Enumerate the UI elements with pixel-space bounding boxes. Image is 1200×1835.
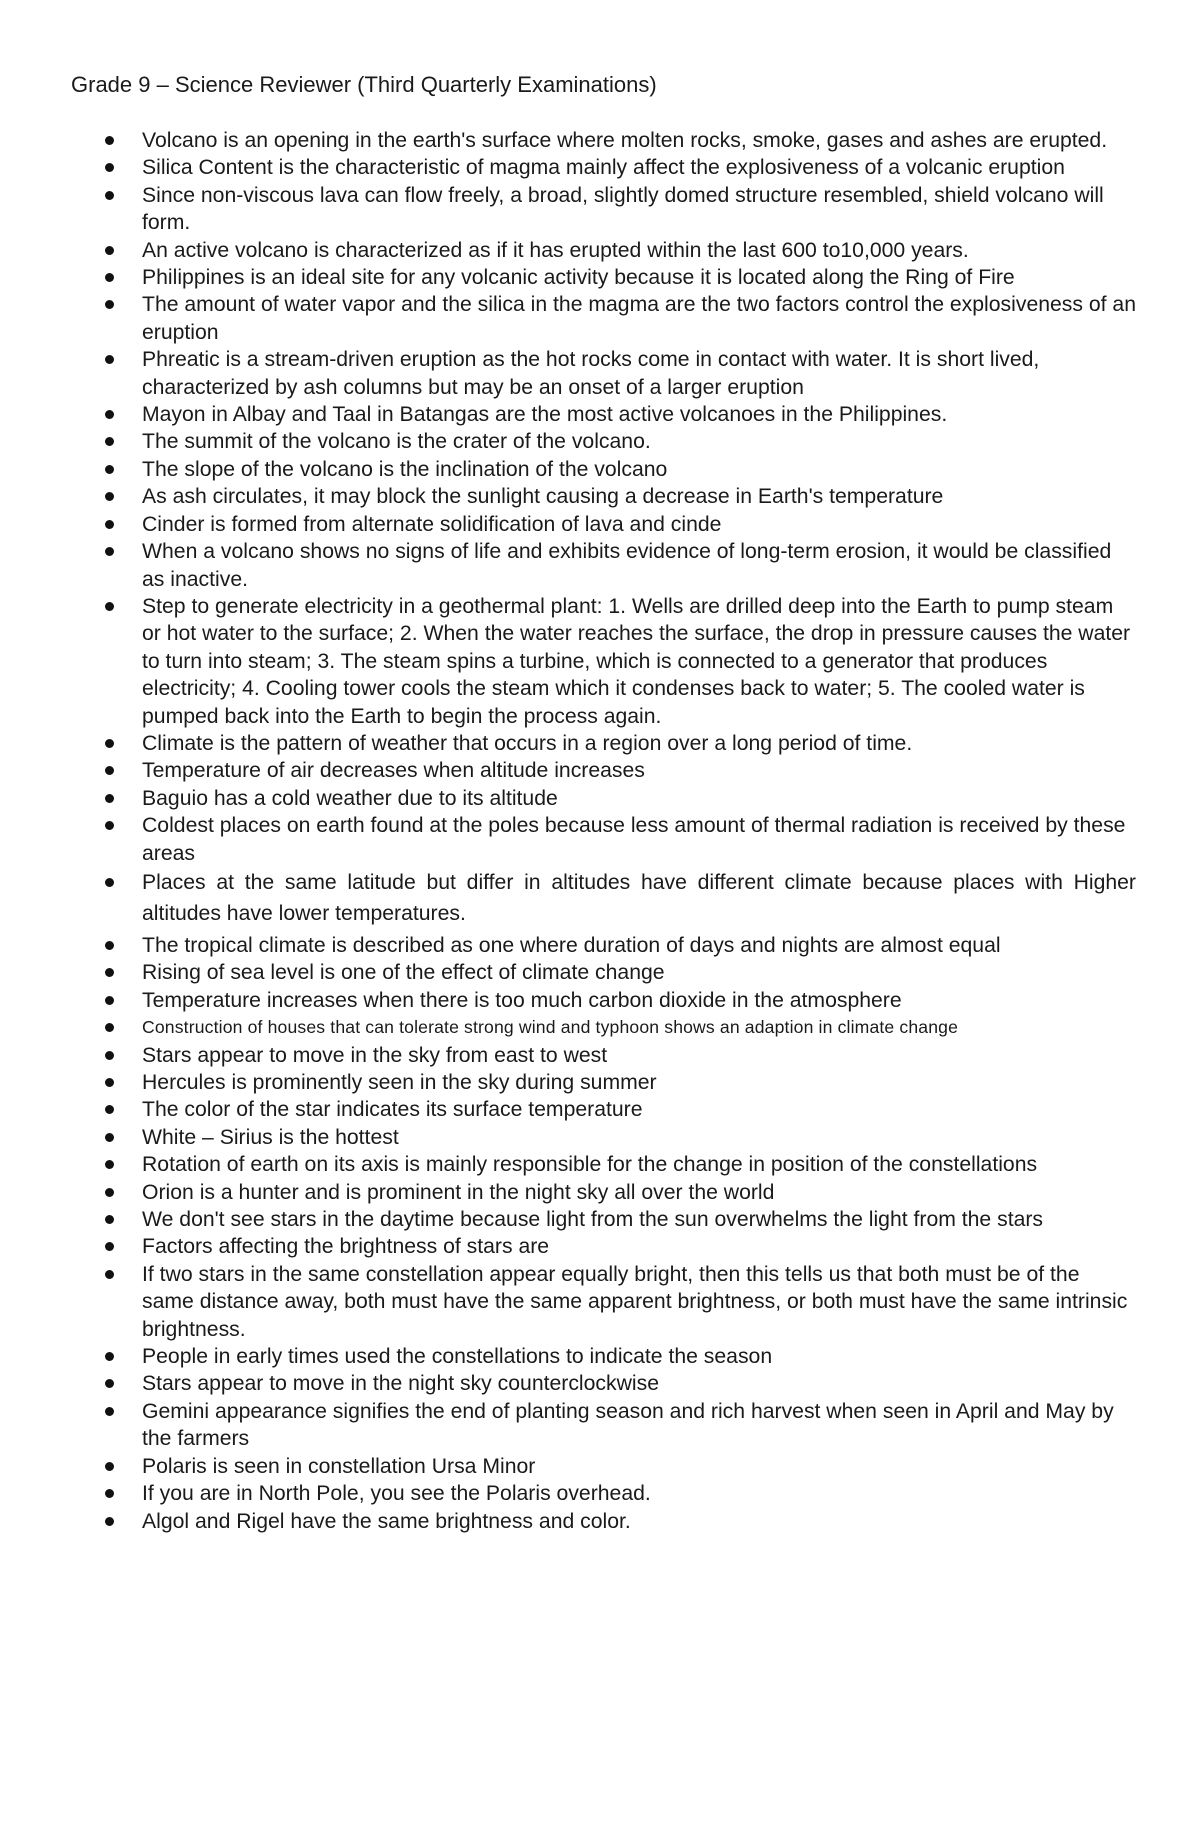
list-item — [0, 1124, 1136, 1151]
bullet-icon — [105, 821, 114, 830]
list-item — [0, 154, 1136, 181]
list-item — [0, 511, 1136, 538]
bullet-icon — [105, 136, 114, 145]
list-item-text: Polaris is seen in constellation Ursa Minor — [142, 1454, 536, 1478]
bullet-icon — [105, 996, 114, 1005]
list-item — [0, 959, 1136, 986]
bullet-icon — [105, 163, 114, 172]
list-item-text: When a volcano shows no signs of life and exhibits evidence of long-term erosion, it would be classified as inactive. — [142, 540, 1112, 591]
list-item — [0, 483, 1136, 510]
list-item-text: Rising of sea level is one of the effect of climate change — [142, 961, 665, 985]
list-item — [0, 932, 1136, 959]
bullet-icon — [105, 1462, 114, 1471]
bullet-icon — [105, 1188, 114, 1197]
list-item — [0, 812, 1136, 867]
bullet-icon — [105, 941, 114, 950]
list-item-text: Cinder is formed from alternate solidification of lava and cinde — [142, 512, 722, 536]
list-item-text: As ash circulates, it may block the sunlight causing a decrease in Earth's temperature — [142, 485, 944, 509]
bullet-icon — [105, 1051, 114, 1060]
list-item — [0, 1398, 1136, 1453]
bullet-icon — [105, 602, 114, 611]
list-item-text: White – Sirius is the hottest — [142, 1125, 399, 1149]
bullet-icon — [105, 492, 114, 501]
list-item — [0, 401, 1136, 428]
bullet-icon — [105, 766, 114, 775]
list-item — [0, 346, 1136, 401]
list-item-text: Baguio has a cold weather due to its altitude — [142, 786, 558, 810]
list-item — [0, 237, 1136, 264]
list-item — [0, 785, 1136, 812]
list-item-text: The summit of the volcano is the crater of the volcano. — [142, 430, 651, 454]
list-item-text: The slope of the volcano is the inclination of the volcano — [142, 457, 668, 481]
list-item-text: Mayon in Albay and Taal in Batangas are the most active volcanoes in the Philippines. — [142, 403, 948, 427]
bullet-icon — [105, 1133, 114, 1142]
bullet-icon — [105, 1489, 114, 1498]
list-item-text: Temperature of air decreases when altitude increases — [142, 759, 645, 783]
list-item-text: Silica Content is the characteristic of magma mainly affect the explosiveness of a volcanic eruption — [142, 156, 1065, 180]
bullet-icon — [105, 437, 114, 446]
bullet-icon — [105, 878, 114, 887]
list-item-text: Temperature increases when there is too much carbon dioxide in the atmosphere — [142, 988, 902, 1012]
list-item — [0, 593, 1136, 730]
list-item-text: The tropical climate is described as one where duration of days and nights are almost equal — [142, 933, 1001, 957]
list-item-text: People in early times used the constellations to indicate the season — [142, 1345, 773, 1369]
list-item — [0, 1480, 1136, 1507]
bullet-icon — [105, 1270, 114, 1279]
list-item-text: The amount of water vapor and the silica in the magma are the two factors control the explosiveness of an eruption — [142, 293, 1136, 344]
bullet-icon — [105, 1078, 114, 1087]
list-item — [0, 757, 1136, 784]
bullet-icon — [105, 1407, 114, 1416]
list-item — [0, 1206, 1136, 1233]
list-item — [0, 291, 1136, 346]
list-item — [0, 1261, 1136, 1343]
bullet-icon — [105, 1379, 114, 1388]
list-item — [0, 730, 1136, 757]
list-item — [0, 1069, 1136, 1096]
list-item — [0, 456, 1136, 483]
list-item — [0, 1042, 1136, 1069]
list-item-text: Volcano is an opening in the earth's surface where molten rocks, smoke, gases and ashes are erupted. — [142, 129, 1108, 152]
bullet-icon — [105, 1215, 114, 1224]
list-item-text: Gemini appearance signifies the end of planting season and rich harvest when seen in April and May by the farmers — [142, 1399, 1114, 1451]
list-item — [0, 1014, 1136, 1041]
list-item-text: Factors affecting the brightness of stars are — [142, 1235, 550, 1259]
list-item — [0, 127, 1136, 154]
list-item-text: The color of the star indicates its surface temperature — [142, 1098, 643, 1122]
bullet-icon — [105, 1160, 114, 1169]
bullet-icon — [105, 1105, 114, 1114]
document-title: Grade 9 – Science Reviewer (Third Quarterly Examinations) — [71, 72, 657, 97]
list-item-text: If two stars in the same constellation appear equally bright, then this tells us that both must be of the same distance away, both must have the same apparent brightness, or both must have the same intrinsic brightness. — [142, 1262, 1128, 1341]
bullet-icon — [105, 300, 114, 309]
bullet-icon — [105, 1517, 114, 1526]
list-item-text: Stars appear to move in the sky from east to west — [142, 1043, 608, 1067]
bullet-icon — [105, 273, 114, 282]
list-item — [0, 1343, 1136, 1370]
bullet-icon — [105, 355, 114, 364]
list-item — [0, 1096, 1136, 1123]
list-item — [0, 1453, 1136, 1480]
list-item-text: Rotation of earth on its axis is mainly responsible for the change in position of the constellations — [142, 1153, 1038, 1177]
list-item-text: Step to generate electricity in a geothermal plant: 1. Wells are drilled deep into the Earth to pump steam or hot water to the surface; 2. When the water reaches the surface, the drop in pressure causes the water to turn into steam; 3. The steam spins a turbine, which is connected to a generator that produces electricity; 4. Cooling tower cools the steam which it condenses back to water; 5. The cooled water is pumped back into the Earth to begin the process again. — [142, 594, 1131, 728]
bullet-icon — [105, 465, 114, 474]
list-item — [0, 428, 1136, 455]
list-item-text: We don't see stars in the daytime because light from the sun overwhelms the light from the stars — [142, 1208, 1044, 1232]
reviewer-bullet-list — [0, 127, 1200, 1535]
list-item-text: Algol and Rigel have the same brightness and color. — [142, 1509, 631, 1533]
list-item-text: Since non-viscous lava can flow freely, a broad, slightly domed structure resembled, shield volcano will form. — [142, 183, 1104, 235]
list-item-text: Stars appear to move in the night sky counterclockwise — [142, 1372, 659, 1396]
bullet-icon — [105, 246, 114, 255]
list-item — [0, 867, 1136, 929]
bullet-icon — [105, 410, 114, 419]
list-item — [0, 182, 1136, 237]
list-item — [0, 1179, 1136, 1206]
bullet-icon — [105, 520, 114, 529]
list-item-text: Construction of houses that can tolerate strong wind and typhoon shows an adaption in climate change — [142, 1017, 959, 1038]
list-item-text: Coldest places on earth found at the poles because less amount of thermal radiation is received by these areas — [142, 814, 1126, 865]
list-item — [0, 1370, 1136, 1397]
bullet-icon — [105, 739, 114, 748]
list-item-text: Places at the same latitude but differ in altitudes have different climate because places with Higher altitudes have lower temperatures. — [142, 870, 1136, 925]
list-item — [0, 1151, 1136, 1178]
bullet-icon — [105, 968, 114, 977]
list-item — [0, 1508, 1136, 1535]
list-item-text: Hercules is prominently seen in the sky during summer — [142, 1071, 657, 1094]
list-item-text: Climate is the pattern of weather that occurs in a region over a long period of time. — [142, 731, 913, 755]
list-item-text: Phreatic is a stream-driven eruption as the hot rocks come in contact with water. It is short lived, characterized by ash columns but may be an onset of a larger eruption — [142, 348, 1040, 399]
bullet-icon — [105, 191, 114, 200]
list-item — [0, 1233, 1136, 1260]
bullet-icon — [105, 794, 114, 803]
bullet-icon — [105, 1242, 114, 1251]
list-item-text: An active volcano is characterized as if it has erupted within the last 600 to10,000 years. — [142, 238, 969, 262]
bullet-icon — [105, 547, 114, 556]
list-item-text: If you are in North Pole, you see the Polaris overhead. — [142, 1482, 651, 1506]
list-item — [0, 538, 1136, 593]
bullet-icon — [105, 1352, 114, 1361]
bullet-icon — [105, 1023, 114, 1032]
list-item-text: Orion is a hunter and is prominent in the night sky all over the world — [142, 1180, 775, 1204]
list-item — [0, 987, 1136, 1014]
list-item-text: Philippines is an ideal site for any volcanic activity because it is located along the Ring of Fire — [142, 266, 1015, 290]
list-item — [0, 264, 1136, 291]
